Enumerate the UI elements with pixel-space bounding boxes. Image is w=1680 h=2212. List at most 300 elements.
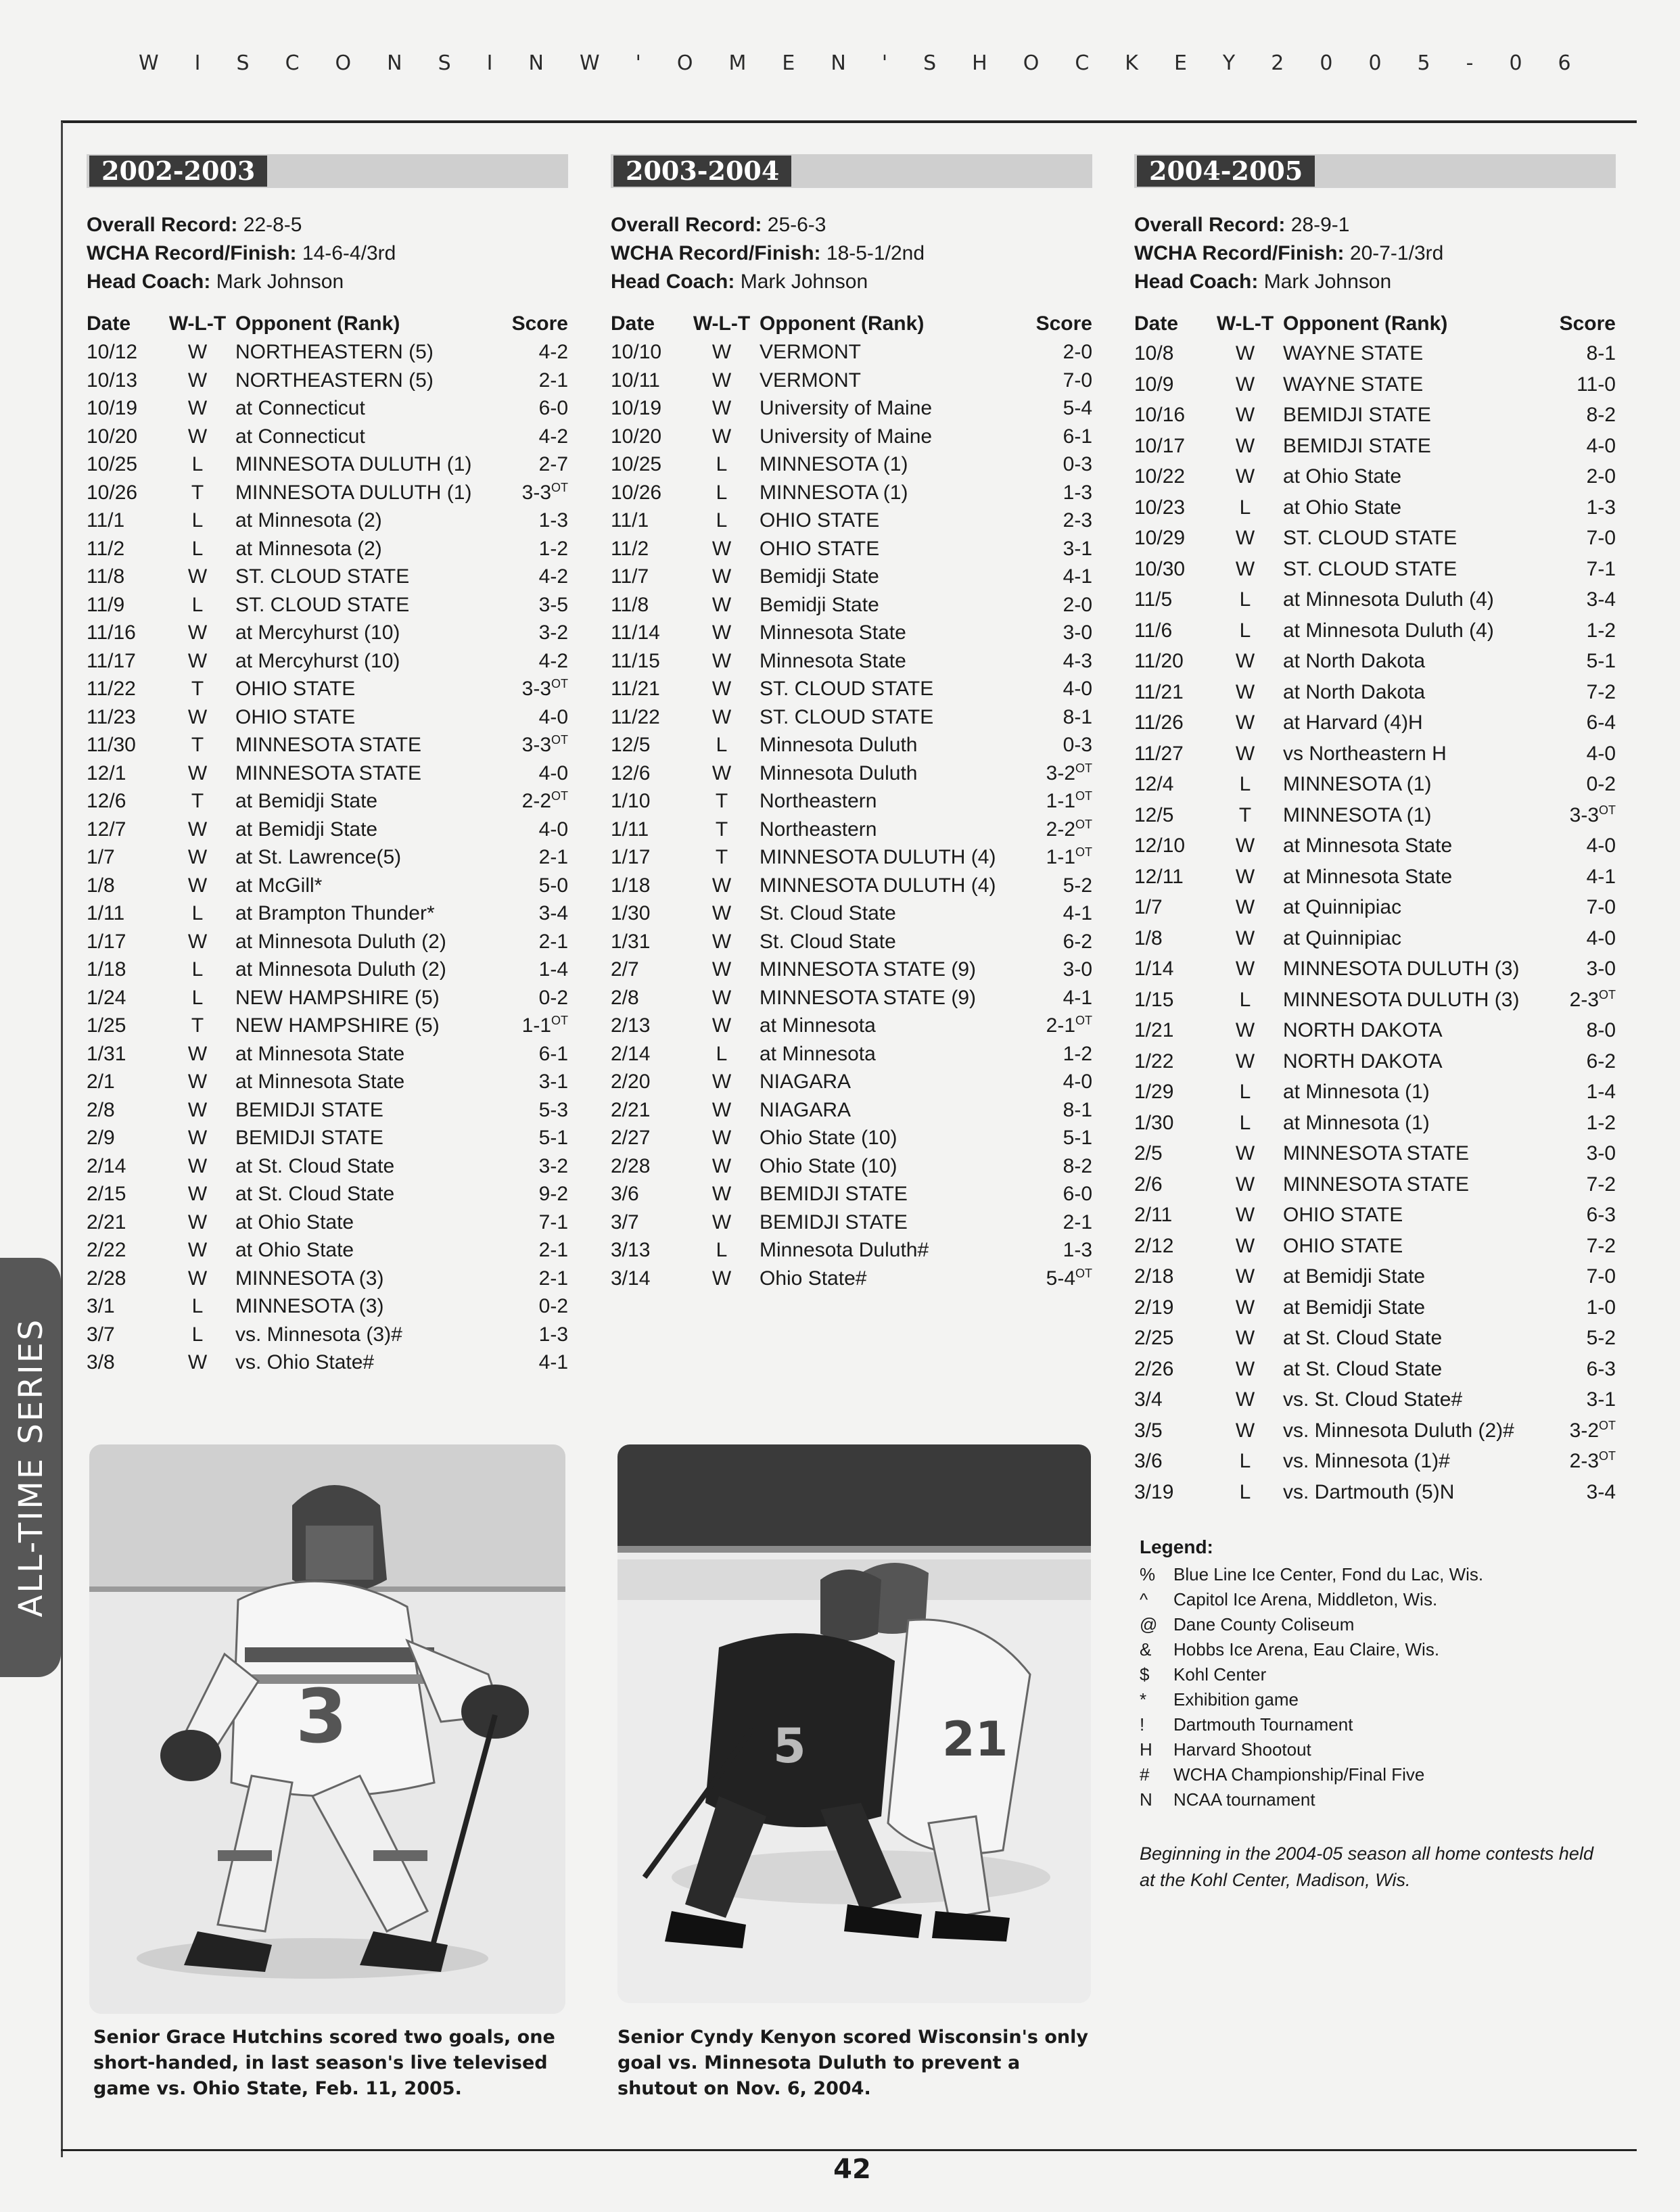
game-score (1017, 816, 1092, 844)
game-opponent-text: OHIO STATE (1283, 1204, 1403, 1226)
game-row (87, 759, 568, 788)
game-opponent (1283, 892, 1540, 923)
game-score (492, 367, 568, 395)
game-opponent-text: VERMONT (760, 341, 861, 363)
running-head-letter: 2 (1271, 51, 1286, 75)
game-date-text: 10/17 (1134, 434, 1186, 457)
game-opponent (235, 619, 492, 647)
game-date (611, 563, 684, 591)
game-date (1134, 1108, 1207, 1139)
game-date-text: 12/5 (1134, 803, 1174, 826)
game-date-text: 2/14 (611, 1042, 651, 1065)
game-opponent (1283, 1077, 1540, 1108)
game-row (611, 450, 1092, 479)
game-score-text: 5-0 (538, 874, 568, 897)
game-date-text: 11/14 (611, 621, 660, 644)
game-date-text: 10/25 (611, 453, 662, 475)
game-opponent-text: vs. Minnesota Duluth (2)# (1283, 1419, 1514, 1442)
game-date (1134, 1077, 1207, 1108)
game-row (87, 899, 568, 928)
legend-item (1140, 1587, 1627, 1612)
game-score-text: 4-1 (1063, 986, 1092, 1009)
overtime-marker: OT (1599, 987, 1616, 1002)
game-date (87, 731, 160, 759)
game-date-text: 1/11 (611, 818, 649, 841)
game-opponent-text: NORTH DAKOTA (1283, 1019, 1443, 1041)
game-score (492, 1348, 568, 1377)
game-result-text: W (711, 1210, 732, 1233)
game-result (684, 394, 760, 423)
game-row (1134, 923, 1616, 954)
game-date-text: 3/5 (1134, 1419, 1163, 1442)
game-score-text: 6-2 (1586, 1050, 1616, 1073)
hockey-players-illustration (617, 1444, 1091, 2003)
col-score: Score (1559, 312, 1616, 335)
game-result-text: W (711, 621, 732, 644)
legend-symbol: $ (1140, 1664, 1150, 1685)
game-opponent-text: MINNESOTA DULUTH (3) (1283, 958, 1520, 980)
game-date-text: 12/7 (87, 818, 126, 841)
game-opponent-text: at St. Cloud State (1283, 1357, 1443, 1380)
game-score-text: 0-2 (1586, 773, 1616, 795)
game-opponent (760, 338, 1017, 367)
game-opponent (235, 535, 492, 563)
game-result (160, 1012, 235, 1040)
col-opponent: Opponent (Rank) (1283, 312, 1448, 335)
game-opponent (235, 1124, 492, 1152)
game-result (160, 1292, 235, 1321)
game-result-text: L (1239, 1450, 1251, 1472)
game-score-text: 2-0 (1063, 593, 1092, 616)
game-date (611, 479, 684, 507)
game-result-text: L (191, 509, 204, 532)
head-coach: Mark Johnson (740, 270, 868, 293)
game-opponent-text: at Harvard (4)H (1283, 711, 1423, 734)
game-date (1134, 1169, 1207, 1200)
game-score-text: 4-0 (1586, 926, 1616, 949)
game-row (611, 479, 1092, 507)
running-head-letter: 0 (1368, 51, 1383, 75)
season-title: 2004-2005 (1137, 156, 1315, 187)
game-date-text: 10/19 (611, 397, 662, 419)
game-result (684, 591, 760, 619)
game-result-text: T (191, 1014, 204, 1037)
game-result-text: W (711, 341, 732, 363)
game-date-text: 10/19 (87, 397, 138, 419)
game-date-text: 1/11 (87, 902, 125, 924)
game-score (492, 928, 568, 956)
game-date-text: 12/4 (1134, 773, 1174, 795)
game-score-text: 7-1 (1586, 557, 1616, 580)
game-row (611, 899, 1092, 928)
game-row (611, 1208, 1092, 1237)
game-score-text: 1-4 (1586, 1081, 1616, 1103)
game-result-text: T (1238, 803, 1252, 826)
game-date-text: 2/19 (1134, 1296, 1174, 1319)
game-score-text: 3-3 (1569, 803, 1599, 826)
game-score-text: 1-2 (1586, 1111, 1616, 1134)
legend-item (1140, 1612, 1627, 1637)
col-wlt: W-L-T (1216, 312, 1274, 335)
footer-rule (61, 2149, 1637, 2151)
game-result-text: W (187, 565, 208, 588)
game-date (611, 675, 684, 703)
game-result (684, 675, 760, 703)
game-date-text: 12/11 (1134, 865, 1184, 888)
game-opponent-text: at Mercyhurst (10) (235, 649, 400, 672)
game-date (1134, 492, 1207, 523)
game-score-text: 3-0 (1063, 958, 1092, 981)
game-score (1540, 800, 1616, 831)
game-date (1134, 1292, 1207, 1323)
game-opponent (235, 703, 492, 732)
game-row (87, 1236, 568, 1265)
game-result-text: L (191, 1295, 204, 1317)
game-row (611, 816, 1092, 844)
game-opponent-text: ST. CLOUD STATE (235, 593, 410, 616)
game-row (1134, 1077, 1616, 1108)
wcha-record: 20-7-1/3rd (1349, 242, 1444, 264)
game-date (1134, 523, 1207, 554)
game-result (160, 367, 235, 395)
game-row (611, 1152, 1092, 1181)
game-score (1017, 787, 1092, 816)
game-score (1017, 338, 1092, 367)
game-score (1540, 461, 1616, 492)
game-date-text: 10/8 (1134, 342, 1174, 364)
game-date (611, 1096, 684, 1125)
game-score-text: 0-2 (538, 1295, 568, 1317)
game-date (611, 1208, 684, 1237)
game-row (1134, 1292, 1616, 1323)
game-result (684, 1012, 760, 1040)
game-result-text: L (716, 509, 728, 532)
game-result-text: W (1235, 1204, 1255, 1226)
game-opponent (1283, 400, 1540, 431)
game-date (611, 1012, 684, 1040)
running-head-letter: S (923, 51, 938, 75)
game-score (1540, 830, 1616, 862)
game-score (1017, 1180, 1092, 1208)
game-date (1134, 615, 1207, 646)
running-head-letter: N (831, 51, 847, 75)
game-score (492, 703, 568, 732)
game-opponent-text: vs. Minnesota (3)# (235, 1323, 402, 1346)
game-date-text: 3/13 (611, 1239, 651, 1261)
game-date-text: 1/18 (611, 874, 651, 897)
game-opponent-text: at Minnesota (2) (235, 537, 382, 560)
game-result-text: T (715, 790, 728, 812)
season-banner (1134, 154, 1616, 188)
game-score-text: 8-2 (1586, 404, 1616, 426)
game-result-text: W (1235, 926, 1255, 949)
photo-caption: Senior Cyndy Kenyon scored Wisconsin's only goal vs. Minnesota Duluth to prevent a shutout on Nov. 6, 2004. (617, 2027, 1088, 2099)
game-row (611, 759, 1092, 788)
game-score (492, 619, 568, 647)
game-opponent-text: NEW HAMPSHIRE (5) (235, 1014, 440, 1037)
game-date (611, 872, 684, 900)
game-opponent (760, 1068, 1017, 1096)
game-date (1134, 461, 1207, 492)
game-date-text: 2/25 (1134, 1327, 1174, 1349)
game-date (1134, 954, 1207, 985)
game-result (1207, 646, 1283, 677)
game-opponent-text: NEW HAMPSHIRE (5) (235, 986, 440, 1009)
game-opponent-text: at St. Cloud State (235, 1154, 395, 1177)
game-row (611, 647, 1092, 676)
game-score-text: 6-4 (1586, 711, 1616, 734)
game-row (1134, 830, 1616, 862)
game-date (87, 1012, 160, 1040)
legend-description: Kohl Center (1173, 1664, 1267, 1685)
game-result (160, 1152, 235, 1181)
game-opponent-text: NORTH DAKOTA (1283, 1050, 1443, 1073)
hockey-player-illustration (89, 1444, 565, 2014)
overall-record: 22-8-5 (243, 214, 302, 236)
game-result (160, 647, 235, 676)
legend-item (1140, 1687, 1627, 1712)
game-score (492, 675, 568, 703)
game-score (492, 872, 568, 900)
game-result (1207, 800, 1283, 831)
game-score-text: 4-0 (538, 761, 568, 784)
game-opponent (1283, 830, 1540, 862)
game-row (87, 731, 568, 759)
game-opponent-text: OHIO STATE (760, 537, 880, 560)
game-date (1134, 830, 1207, 862)
game-score-text: 3-2 (1046, 761, 1075, 784)
game-result-text: T (191, 678, 204, 700)
game-opponent-text: at Minnesota (760, 1014, 876, 1037)
game-score (492, 1208, 568, 1237)
game-score-text: 2-1 (538, 1267, 568, 1290)
game-score (1017, 535, 1092, 563)
game-opponent (1283, 738, 1540, 770)
game-score (1540, 369, 1616, 400)
game-result-text: W (187, 761, 208, 784)
game-score-text: 1-3 (1063, 481, 1092, 504)
game-result-text: W (187, 1042, 208, 1065)
game-score (492, 591, 568, 619)
game-result-text: T (715, 818, 728, 841)
game-score-text: 3-2 (538, 621, 568, 644)
game-score-text: 8-1 (1063, 1098, 1092, 1121)
game-result (1207, 985, 1283, 1016)
game-opponent (1283, 1046, 1540, 1077)
game-result (160, 338, 235, 367)
game-row (611, 367, 1092, 395)
game-opponent (235, 394, 492, 423)
game-opponent-text: at Ohio State (1283, 465, 1402, 488)
game-result (684, 1068, 760, 1096)
game-result (160, 872, 235, 900)
game-score (492, 535, 568, 563)
game-score-text: 4-0 (1063, 678, 1092, 700)
season-summary (611, 211, 1092, 296)
running-head-letter: Y (1222, 51, 1237, 75)
game-score-text: 5-1 (1586, 650, 1616, 672)
overtime-marker: OT (551, 733, 568, 747)
game-row (87, 928, 568, 956)
game-date (87, 563, 160, 591)
game-result (1207, 492, 1283, 523)
game-date-text: 3/19 (1134, 1480, 1174, 1503)
game-score (1540, 584, 1616, 615)
game-opponent (235, 1265, 492, 1293)
game-result (1207, 707, 1283, 738)
game-result-text: W (1235, 404, 1255, 426)
game-date (87, 1236, 160, 1265)
game-score (492, 507, 568, 535)
game-date (1134, 738, 1207, 770)
game-result (1207, 1200, 1283, 1231)
game-result (684, 1265, 760, 1293)
game-score-text: 2-2 (521, 790, 551, 812)
game-row (87, 563, 568, 591)
game-date-text: 1/25 (87, 1014, 126, 1037)
game-date (87, 787, 160, 816)
game-date (1134, 1354, 1207, 1385)
game-score (1540, 646, 1616, 677)
wcha-label: WCHA Record/Finish: (1134, 242, 1345, 264)
game-result-text: T (191, 790, 204, 812)
game-result (1207, 954, 1283, 985)
left-margin-rule (61, 122, 63, 2157)
game-result (684, 731, 760, 759)
game-opponent-text: Ohio State (10) (760, 1127, 897, 1149)
game-result (160, 507, 235, 535)
game-opponent-text: Northeastern (760, 790, 877, 812)
game-opponent (760, 787, 1017, 816)
running-head-letter: H (972, 51, 989, 75)
game-row (87, 647, 568, 676)
game-result-text: W (711, 761, 732, 784)
photo-caption: Senior Grace Hutchins scored two goals, one short-handed, in last season's live televised game vs. Ohio State, Feb. 11, 2005. (93, 2027, 555, 2099)
game-date-text: 10/26 (611, 481, 662, 504)
game-result-text: L (1239, 988, 1251, 1011)
game-row (87, 675, 568, 703)
game-date-text: 1/30 (611, 902, 651, 924)
game-date-text: 1/24 (87, 986, 126, 1009)
game-date-text: 11/7 (611, 565, 649, 588)
game-date-text: 1/8 (87, 874, 115, 897)
running-head-letter: ' (635, 51, 643, 75)
game-date (1134, 707, 1207, 738)
game-date-text: 10/9 (1134, 373, 1174, 396)
game-score-text: 4-1 (1586, 865, 1616, 888)
game-result (160, 1096, 235, 1125)
game-result-text: W (187, 1098, 208, 1121)
game-result-text: W (711, 1183, 732, 1205)
game-result-text: W (187, 1267, 208, 1290)
page-number: 42 (833, 2154, 871, 2185)
game-opponent (760, 675, 1017, 703)
game-opponent-text: Minnesota Duluth (760, 761, 918, 784)
game-opponent (760, 450, 1017, 479)
game-opponent (1283, 1138, 1540, 1169)
game-opponent (1283, 492, 1540, 523)
game-date (1134, 1384, 1207, 1415)
game-opponent (1283, 338, 1540, 369)
game-opponent-text: BEMIDJI STATE (235, 1098, 383, 1121)
game-opponent (760, 1124, 1017, 1152)
game-result (160, 1265, 235, 1293)
game-score-text: 5-3 (538, 1098, 568, 1121)
game-score-text: 2-1 (1046, 1014, 1075, 1037)
game-score-text: 4-0 (1586, 834, 1616, 857)
legend-description: Capitol Ice Arena, Middleton, Wis. (1173, 1589, 1438, 1609)
game-date-text: 11/15 (611, 649, 660, 672)
head-coach: Mark Johnson (216, 270, 344, 293)
game-result-text: W (1235, 434, 1255, 457)
game-opponent-text: MINNESOTA DULUTH (4) (760, 874, 996, 897)
game-date-text: 3/7 (87, 1323, 115, 1346)
game-opponent (760, 1152, 1017, 1181)
game-result-text: W (187, 705, 208, 728)
game-row (87, 1348, 568, 1377)
game-opponent-text: at McGill* (235, 874, 323, 897)
game-opponent-text: MINNESOTA DULUTH (3) (1283, 988, 1520, 1011)
game-row (1134, 1384, 1616, 1415)
game-opponent-text: ST. CLOUD STATE (1283, 527, 1457, 549)
game-result (684, 1180, 760, 1208)
game-opponent (235, 423, 492, 451)
game-date (611, 984, 684, 1012)
season-2004-2005 (1134, 154, 1616, 1507)
game-date (87, 1124, 160, 1152)
game-opponent-text: at Bemidji State (235, 790, 378, 812)
game-result (684, 787, 760, 816)
wcha-label: WCHA Record/Finish: (87, 242, 297, 264)
game-result-text: W (187, 621, 208, 644)
game-result (684, 1152, 760, 1181)
game-row (611, 507, 1092, 535)
game-score-text: 1-2 (538, 537, 568, 560)
game-row (1134, 492, 1616, 523)
game-score-text: 3-1 (1586, 1388, 1616, 1411)
game-row (87, 338, 568, 367)
overtime-marker: OT (1075, 761, 1092, 775)
game-opponent-text: vs. Ohio State# (235, 1351, 375, 1373)
game-date (611, 956, 684, 984)
game-date (87, 759, 160, 788)
game-opponent (235, 759, 492, 788)
game-result-text: L (191, 1323, 204, 1346)
game-score-text: 0-3 (1063, 453, 1092, 475)
game-result-text: W (1235, 373, 1255, 396)
game-row (87, 1152, 568, 1181)
game-result (684, 450, 760, 479)
game-result-text: L (1239, 619, 1251, 642)
game-score (1540, 400, 1616, 431)
season-banner (611, 154, 1092, 188)
game-score-text: 8-1 (1586, 342, 1616, 364)
game-row (611, 984, 1092, 1012)
game-result (1207, 523, 1283, 554)
game-date (1134, 892, 1207, 923)
hockey-player-photo (89, 1444, 565, 2014)
game-opponent (235, 816, 492, 844)
game-date (1134, 554, 1207, 585)
overtime-marker: OT (551, 480, 568, 494)
game-opponent-text: St. Cloud State (760, 930, 896, 953)
game-opponent (760, 367, 1017, 395)
running-head-letter: E (1173, 51, 1188, 75)
game-date (87, 338, 160, 367)
game-date (611, 1152, 684, 1181)
game-row (1134, 584, 1616, 615)
game-date (1134, 1261, 1207, 1292)
